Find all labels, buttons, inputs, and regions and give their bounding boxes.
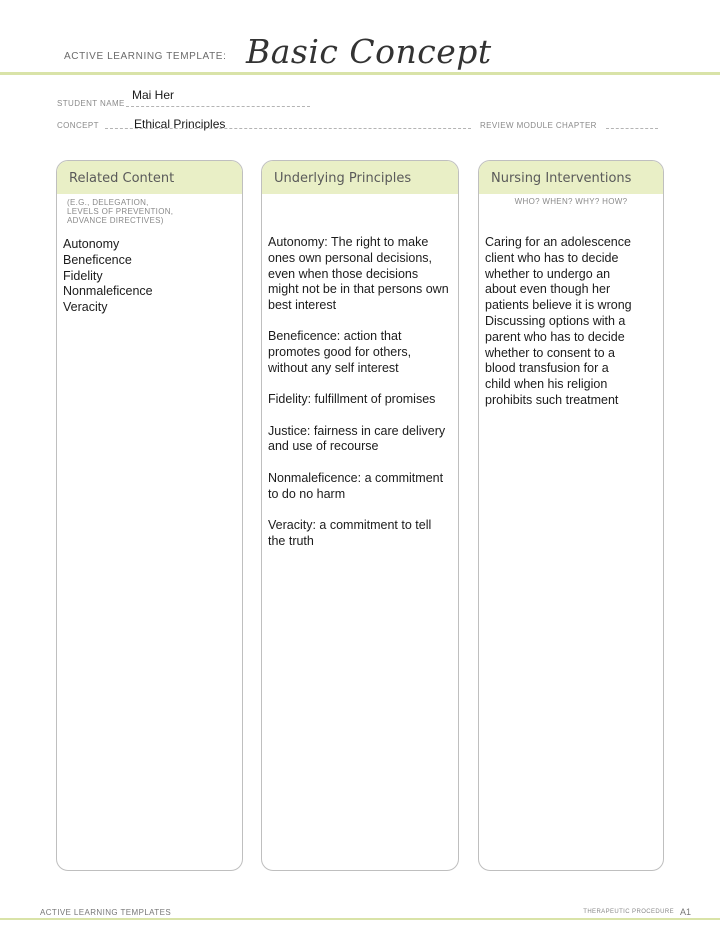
principle-item: Veracity: a commitment to tell the truth [268,517,432,548]
related-hint-line: ADVANCE DIRECTIVES) [67,216,164,225]
related-hint-line: LEVELS OF PREVENTION, [67,207,174,216]
page-title: Basic Concept [246,32,492,71]
related-content-heading: Related Content [57,161,242,194]
list-item: Veracity [63,300,108,315]
underlying-principles-panel [261,160,459,871]
header-divider [0,72,720,75]
underlying-principles-heading: Underlying Principles [262,161,458,194]
nursing-interventions-panel [478,160,664,871]
student-name-value: Mai Her [132,88,175,102]
footer-right-label: THERAPEUTIC PROCEDURE [583,909,674,915]
list-item: Autonomy [63,237,120,251]
intervention-line: whether to undergo an [485,266,611,281]
intervention-line: child when his religion [485,377,608,392]
intervention-line: client who has to decide [485,250,619,265]
principle-item: Nonmaleficence: a commitment to do no harm [268,470,444,501]
nursing-interventions-body[interactable] [485,235,655,409]
concept-value: Ethical Principles [134,117,226,131]
underlying-principles-body[interactable] [268,235,450,565]
intervention-line: blood transfusion for a [485,361,609,376]
intervention-line: Discussing options with a [485,313,626,328]
student-name-label: STUDENT NAME [57,99,125,108]
page-header [0,0,720,76]
review-module-field[interactable] [606,119,658,129]
related-hint-line: (E.G., DELEGATION, [67,198,149,207]
intervention-line: whether to consent to a [485,345,615,360]
principle-item: Justice: fairness in care delivery and use of recourse [268,423,446,454]
intervention-line: Caring for an adolescence [485,235,631,249]
principle-item: Beneficence: action that promotes good for others, without any self interest [268,329,412,376]
nursing-interventions-heading: Nursing Interventions [479,161,663,194]
concept-label: CONCEPT [57,121,99,130]
page-number: A1 [679,907,691,917]
nursing-interventions-hint: WHO? WHEN? WHY? HOW? [514,197,628,206]
list-item: Nonmaleficence [63,284,153,299]
list-item: Fidelity [63,268,103,283]
intervention-line: about even though her [485,282,611,297]
footer-divider [0,918,720,920]
related-content-hint [67,198,237,225]
intervention-line: prohibits such treatment [485,392,619,407]
related-content-panel [56,160,243,871]
footer-left-label: ACTIVE LEARNING TEMPLATES [40,908,172,917]
principle-item: Autonomy: The right to make ones own personal decisions, even when those decisions might not be in that persons own best interest [268,235,449,313]
principle-item: Fidelity: fulfillment of promises [268,392,436,407]
intervention-line: parent who has to decide [485,329,625,344]
template-label: ACTIVE LEARNING TEMPLATE: [64,51,227,62]
intervention-line: patients believe it is wrong [485,298,632,313]
list-item: Beneficence [63,252,132,267]
review-module-label: REVIEW MODULE CHAPTER [480,121,597,130]
related-content-body[interactable] [63,237,234,316]
